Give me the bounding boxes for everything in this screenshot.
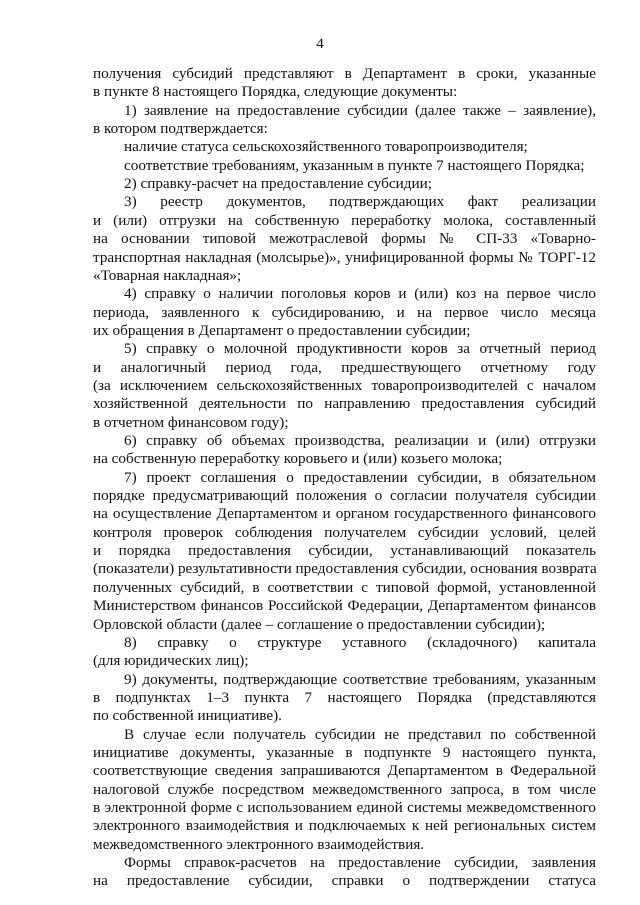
text-line: электронного взаимодействия и подключаемых к ней региональных систем (93, 817, 596, 835)
text-line: 5) справку о молочной продуктивности коров за отчетный период (124, 340, 596, 358)
text-line: в подпунктах 1–3 пункта 7 настоящего Порядка (представляются (93, 688, 596, 706)
text-line: полученных субсидий, в соответствии с типовой формой, установленной (93, 578, 596, 596)
text-line: 1) заявление на предоставление субсидии (далее также – заявление), (124, 101, 596, 119)
text-line: 6) справку об объемах производства, реализации и (или) отгрузки (124, 432, 596, 449)
text-line: 4) справку о наличии поголовья коров и (или) коз на первое число (124, 285, 596, 303)
text-line: В случае если получатель субсидии не представил по собственной (124, 725, 596, 743)
text-line: (показатели) результативности предоставления субсидии, основания возврата (93, 560, 597, 578)
text-line: 7) проект соглашения о предоставлении субсидии, в обязательном (124, 468, 596, 486)
text-line: контроля проверок соблюдения получателем субсидии условий, целей (93, 523, 596, 541)
text-line: получения субсидий представляют в Департамент в сроки, указанные (93, 65, 596, 82)
text-line: и аналогичный период года, предшествующего отчетному году (93, 358, 596, 376)
text-line: 8) справку о структуре уставного (складочного) капитала (124, 633, 596, 651)
text-line: их обращения в Департамент о предоставлении субсидии; (93, 321, 471, 339)
text-line: в отчетном финансовом году); (93, 413, 289, 431)
text-line: соответствие требованиям, указанным в пункте 7 настоящего Порядка; (124, 156, 585, 174)
text-line: Формы справок-расчетов на предоставление субсидии, заявления (124, 854, 596, 872)
text-line: и (или) отгрузки на собственную переработку молока, составленный (93, 211, 596, 229)
text-line: Орловской области (далее – соглашение о предоставлении субсидии); (93, 615, 546, 633)
text-line: 2) справку-расчет на предоставление субсидии; (124, 175, 432, 193)
text-line: порядке предусматривающий положения о согласии получателя субсидии (93, 487, 596, 505)
text-line: соответствующие сведения запрашиваются Департаментом в Федеральной (93, 762, 596, 780)
text-line: в котором подтверждается: (93, 120, 268, 138)
text-line: «Товарная накладная»; (93, 266, 242, 284)
text-line: налоговой службе посредством межведомственного запроса, в том числе (93, 780, 596, 798)
text-line: в пункте 8 настоящего Порядка, следующие документы: (93, 83, 458, 101)
text-line: (за исключением сельскохозяйственных товаропроизводителей с началом (93, 376, 596, 394)
text-line: инициативе документы, указанные в подпункте 9 настоящего пункта, (93, 743, 596, 761)
text-line: 9) документы, подтверждающие соответствие требованиям, указанным (124, 670, 596, 688)
text-line: на собственную переработку коровьего и (или) козьего молока; (93, 450, 503, 468)
text-line: в электронной форме с использованием единой системы межведомственного (93, 799, 596, 816)
text-line: на основании типовой межотраслевой формы № СП-33 «Товарно- (93, 230, 596, 248)
text-line: и порядка предоставления субсидии, устанавливающий показатель (93, 542, 596, 560)
text-line: транспортная накладная (молсырье)», унифицированной формы № ТОРГ-12 (93, 248, 596, 266)
text-line: 3) реестр документов, подтверждающих факт реализации (124, 193, 596, 211)
page-number: 4 (316, 36, 324, 52)
text-line: на осуществление Департаментом и органом государственного финансового (93, 505, 596, 523)
text-line: Министерством финансов Российской Федерации, Департаментом финансов (93, 597, 596, 615)
text-line: по собственной инициативе). (93, 707, 282, 725)
text-line: на предоставление субсидии, справки о подтверждении статуса (93, 872, 596, 890)
text-line: хозяйственной деятельности по направлению предоставления субсидий (93, 395, 596, 413)
text-line: (для юридических лиц); (93, 652, 249, 670)
text-line: периода, заявленного к субсидированию, и на первое число месяца (93, 303, 596, 321)
text-line: наличие статуса сельскохозяйственного товаропроизводителя; (124, 138, 528, 156)
text-line: межведомственного электронного взаимодействия. (93, 835, 425, 853)
